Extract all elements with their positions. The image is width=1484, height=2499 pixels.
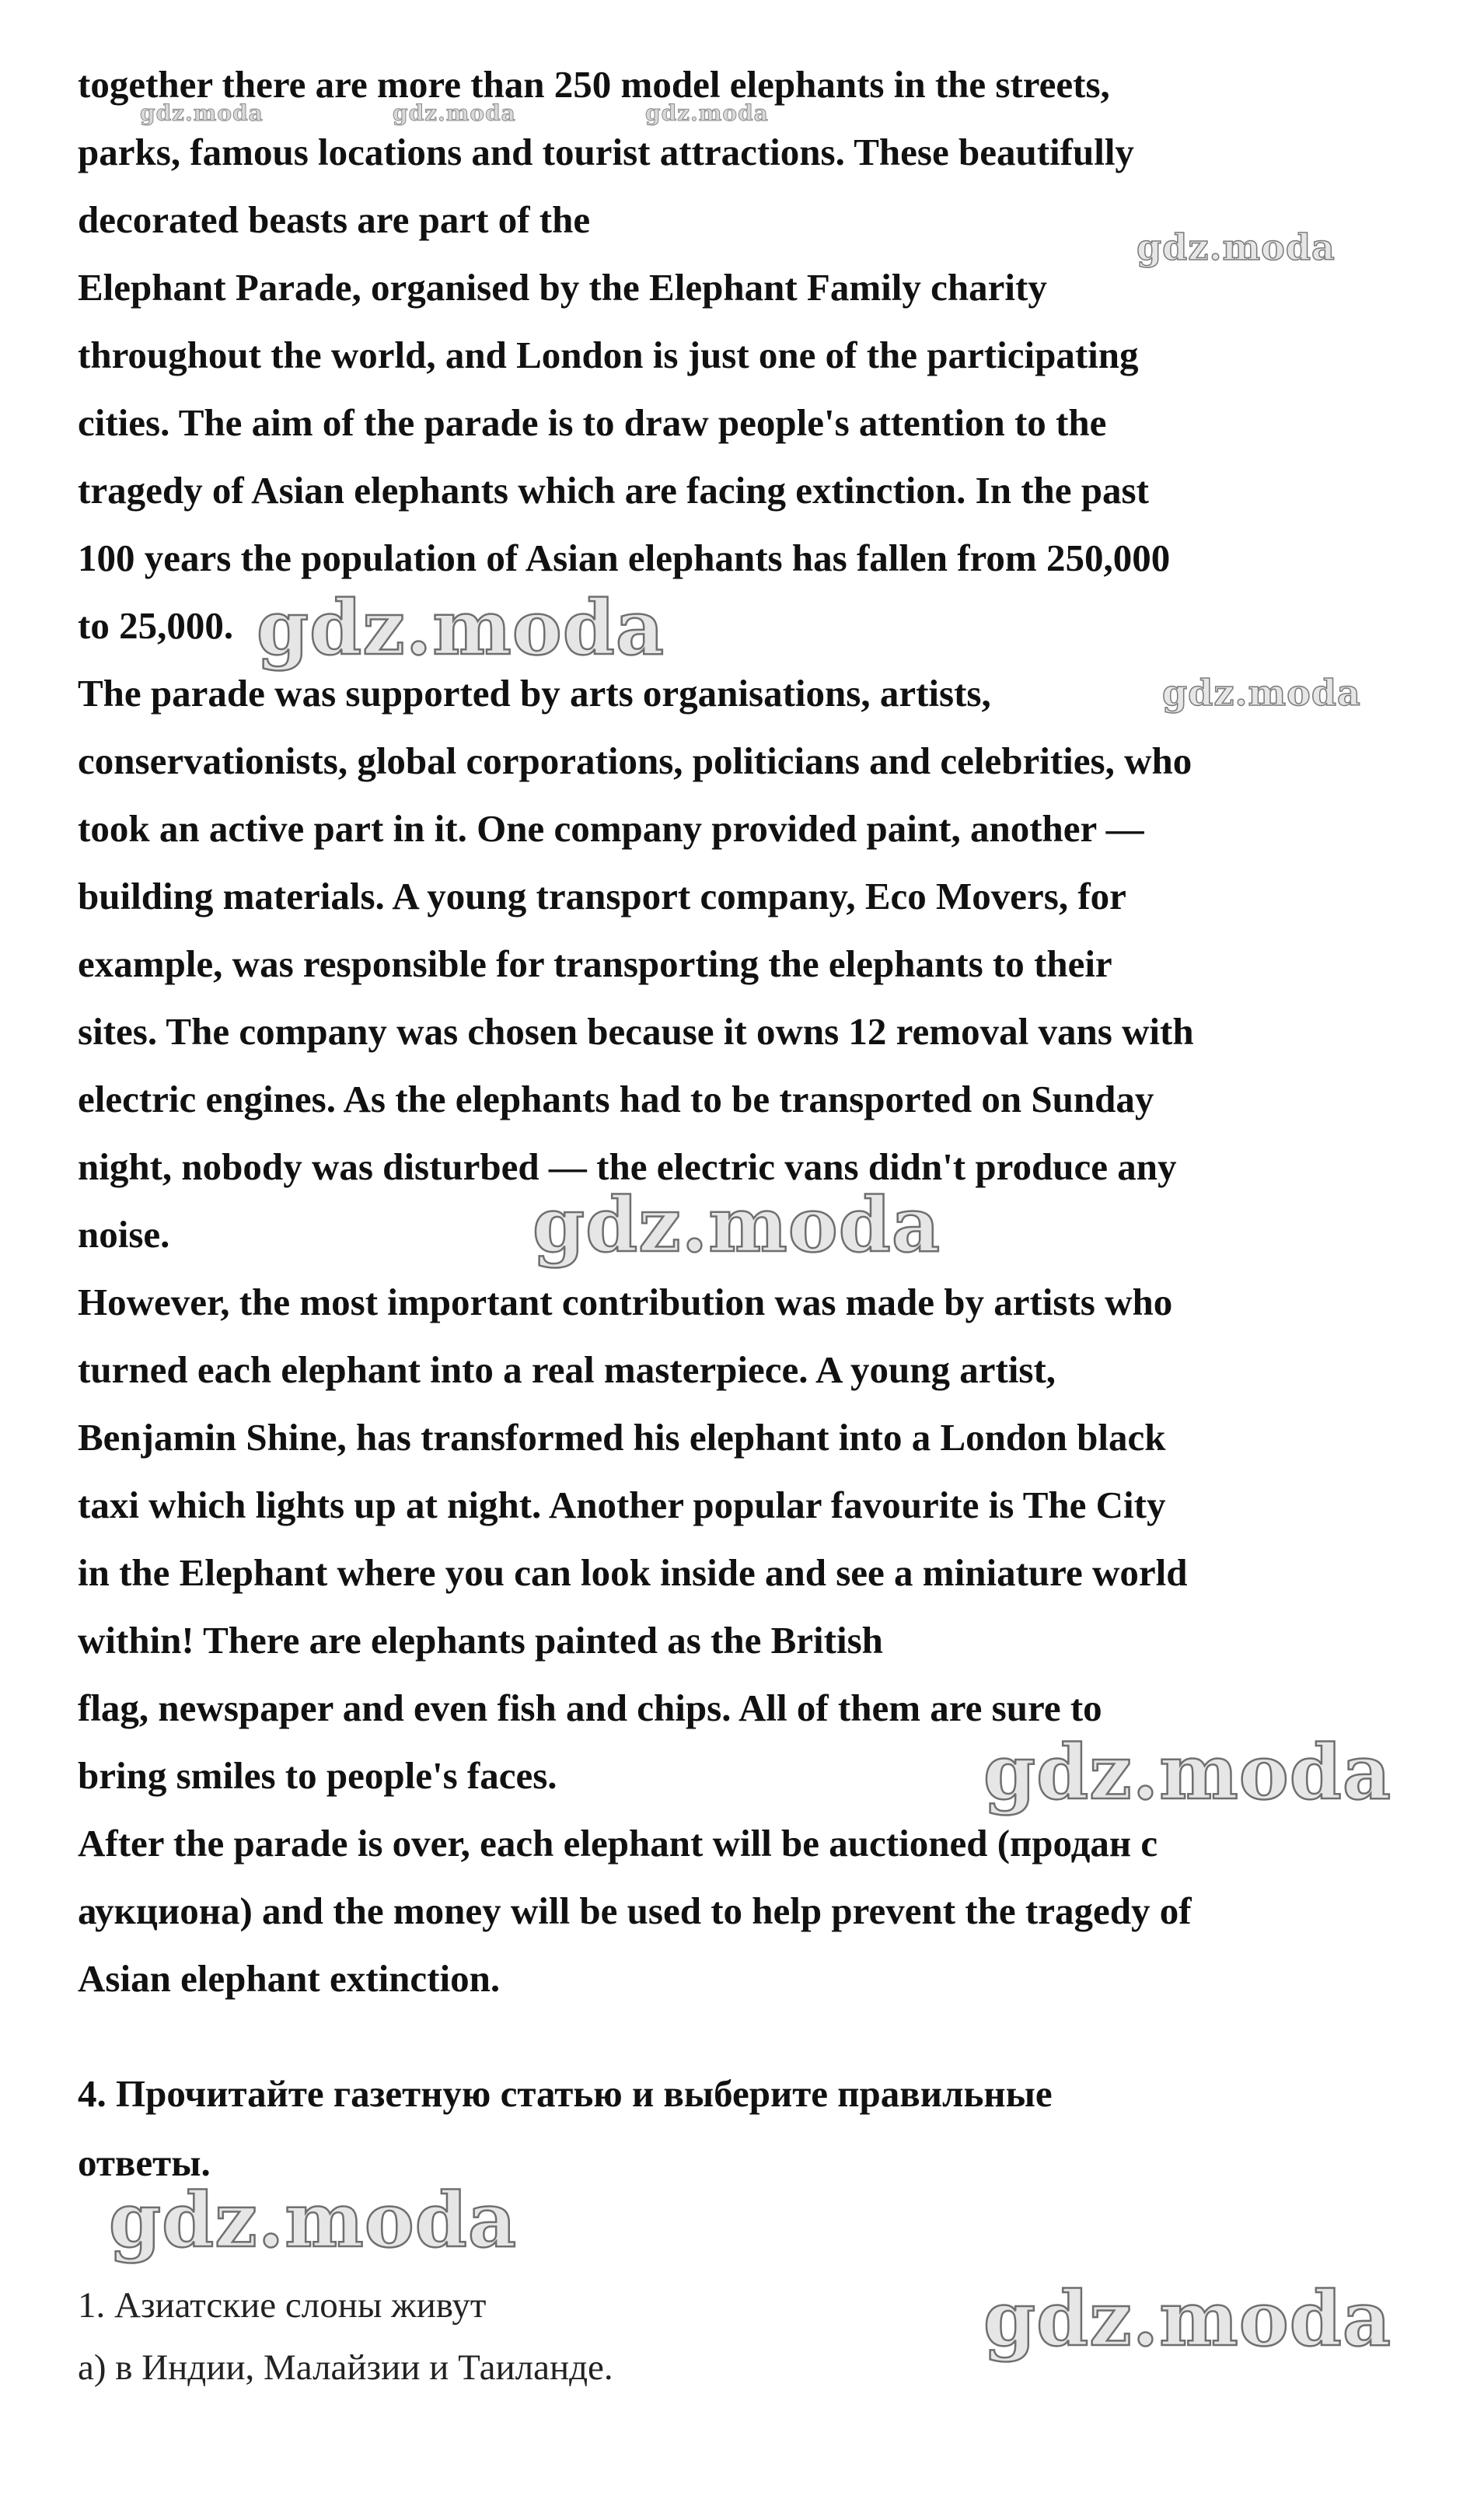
article-line: Elephant Parade, organised by the Elephant Family charity: [78, 266, 1047, 309]
article-line: in the Elephant where you can look inside and see a miniature world: [78, 1551, 1188, 1594]
question-text: 1. Азиатские слоны живут: [78, 2285, 487, 2326]
watermark: gdz.moda: [257, 584, 665, 672]
article-line: conservationists, global corporations, politicians and celebrities, who: [78, 739, 1192, 782]
article-line: example, was responsible for transporting the elephants to their: [78, 942, 1112, 985]
article-line: sites. The company was chosen because it owns 12 removal vans with: [78, 1010, 1194, 1053]
watermark: gdz.moda: [983, 1728, 1392, 1816]
article-line: аукциона) and the money will be used to help prevent the tragedy of: [78, 1889, 1192, 1932]
article-line: cities. The aim of the parade is to draw people's attention to the: [78, 401, 1107, 444]
article-line: Benjamin Shine, has transformed his elephant into a London black: [78, 1416, 1166, 1459]
article-line: noise.: [78, 1213, 170, 1256]
article-line: taxi which lights up at night. Another popular favourite is The City: [78, 1484, 1166, 1526]
article-line: turned each elephant into a real masterpiece. A young artist,: [78, 1348, 1056, 1391]
article-line: within! There are elephants painted as the British: [78, 1619, 883, 1662]
task-heading: 4. Прочитайте газетную статью и выберите правильные: [78, 2072, 1053, 2115]
watermark: gdz.moda: [109, 2176, 518, 2264]
article-line: electric engines. As the elephants had to be transported on Sunday: [78, 1078, 1154, 1120]
article-line: Asian elephant extinction.: [78, 1957, 501, 2000]
answer-option-a: а) в Индии, Малайзии и Таиланде.: [78, 2347, 613, 2388]
article-line: decorated beasts are part of the: [78, 198, 591, 241]
watermark: gdz.moda: [393, 100, 516, 126]
article-line: flag, newspaper and even fish and chips. All of them are sure to: [78, 1686, 1102, 1729]
watermark: gdz.moda: [983, 2275, 1392, 2363]
article-line: The parade was supported by arts organisations, artists,: [78, 672, 991, 715]
watermark: gdz.moda: [1162, 672, 1361, 714]
article-line: However, the most important contribution was made by artists who: [78, 1281, 1173, 1323]
watermark: gdz.moda: [645, 100, 769, 126]
watermark: gdz.moda: [532, 1181, 941, 1269]
article-line: tragedy of Asian elephants which are facing extinction. In the past: [78, 469, 1149, 512]
article-line: took an active part in it. One company provided paint, another —: [78, 807, 1144, 850]
article-line: building materials. A young transport company, Eco Movers, for: [78, 875, 1126, 917]
article-line: bring smiles to people's faces.: [78, 1754, 557, 1797]
article-line: to 25,000.: [78, 604, 234, 647]
article-line: together there are more than 250 model elephants in the streets,: [78, 63, 1110, 106]
article-line: night, nobody was disturbed — the electric vans didn't produce any: [78, 1145, 1177, 1188]
article-line: After the parade is over, each elephant will be auctioned (продан с: [78, 1822, 1158, 1865]
watermark: gdz.moda: [1137, 226, 1336, 268]
article-line: parks, famous locations and tourist attractions. These beautifully: [78, 131, 1134, 173]
article-line: throughout the world, and London is just one of the participating: [78, 334, 1139, 376]
watermark: gdz.moda: [140, 100, 264, 126]
task-heading: ответы.: [78, 2141, 211, 2184]
article-line: 100 years the population of Asian elephants has fallen from 250,000: [78, 536, 1171, 579]
